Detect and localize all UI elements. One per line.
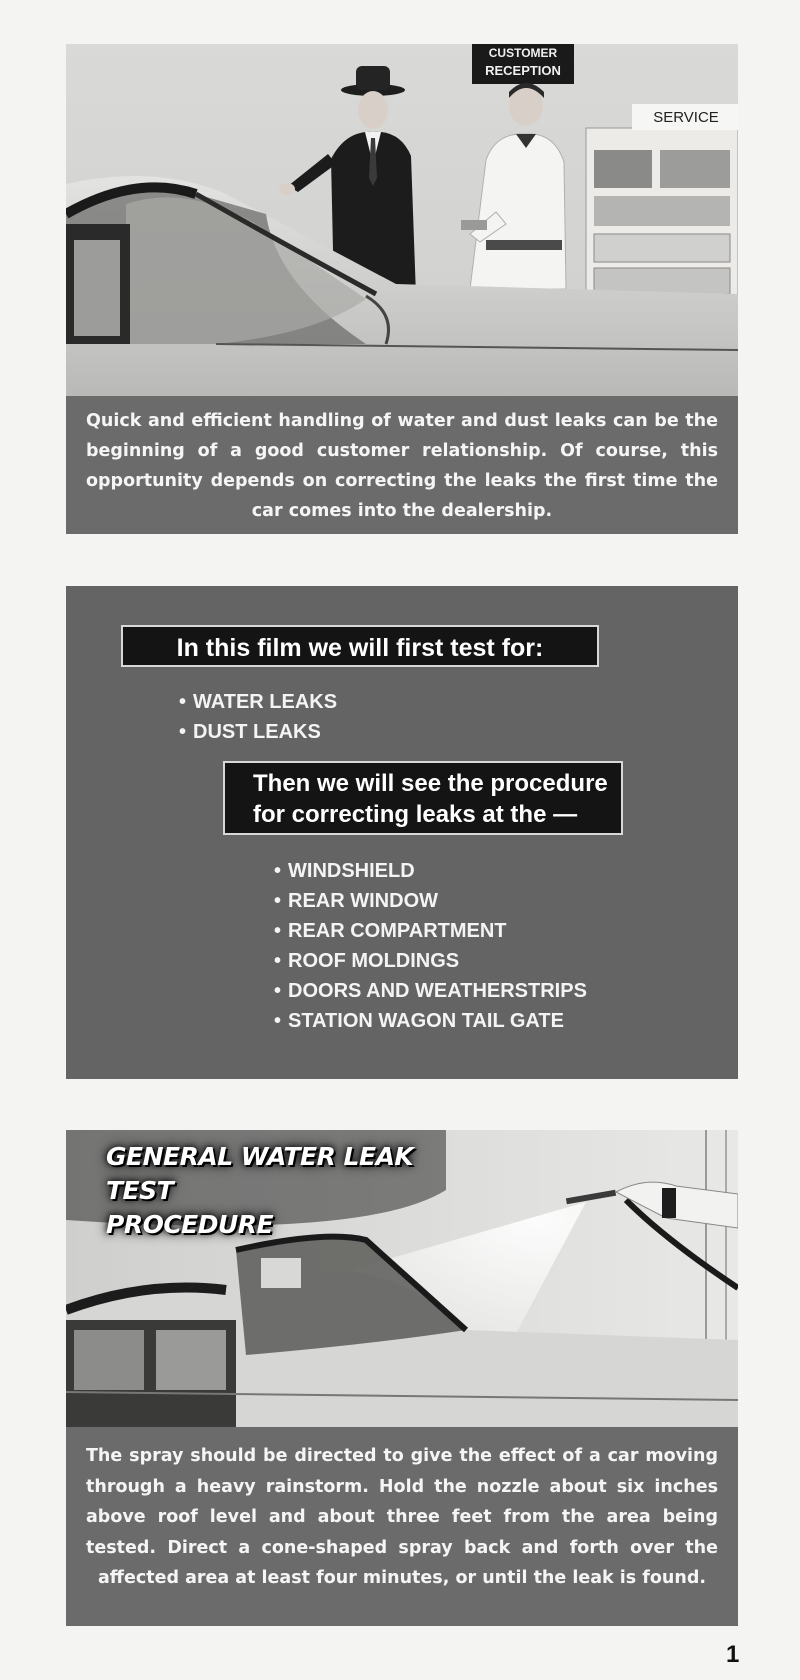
- customer-reception-photo: [66, 44, 738, 396]
- procedure-title-line2: PROCEDURE: [106, 1210, 274, 1239]
- procedure-heading-line1: Then we will see the procedure: [253, 770, 608, 797]
- location-item: • DOORS AND WEATHERSTRIPS: [274, 976, 587, 1006]
- reception-caption: Quick and efficient handling of water and dust leaks can be the beginning of a good customer relationship. Of course, this opportunity depends on correcting the leaks the first time the car comes into the dealership.: [66, 396, 738, 534]
- sign-line1: CUSTOMER: [488, 46, 558, 60]
- customer-reception-sign: [472, 44, 574, 84]
- spray-procedure-caption: The spray should be directed to give the effect of a car moving through a heavy rainstorm. Hold the nozzle about six inches above roof level and about three feet from the area being tested. Direct a cone-shaped spray back and forth over the affected area at least four minutes, or until the leak is found.: [66, 1427, 738, 1626]
- location-item: • STATION WAGON TAIL GATE: [274, 1006, 587, 1036]
- procedure-title-line1: GENERAL WATER LEAK TEST: [106, 1142, 414, 1205]
- test-list: [179, 687, 337, 747]
- procedure-heading: [223, 761, 623, 835]
- first-test-heading: In this film we will first test for:: [121, 625, 599, 667]
- leak-location-list: [274, 856, 587, 1036]
- location-item: • REAR COMPARTMENT: [274, 916, 587, 946]
- location-item: • WINDSHIELD: [274, 856, 587, 886]
- procedure-title: [106, 1140, 446, 1242]
- location-item: • REAR WINDOW: [274, 886, 587, 916]
- page-number: 1: [726, 1641, 740, 1668]
- water-leak-test-panel: [66, 1130, 738, 1626]
- test-item: • DUST LEAKS: [179, 717, 337, 747]
- service-sign: SERVICE: [653, 109, 719, 126]
- test-item: • WATER LEAKS: [179, 687, 337, 717]
- procedure-heading-line2: for correcting leaks at the —: [253, 801, 578, 828]
- film-outline-panel: [66, 586, 738, 1079]
- customer-reception-panel: [66, 44, 738, 534]
- sign-line2: RECEPTION: [485, 63, 561, 78]
- location-item: • ROOF MOLDINGS: [274, 946, 587, 976]
